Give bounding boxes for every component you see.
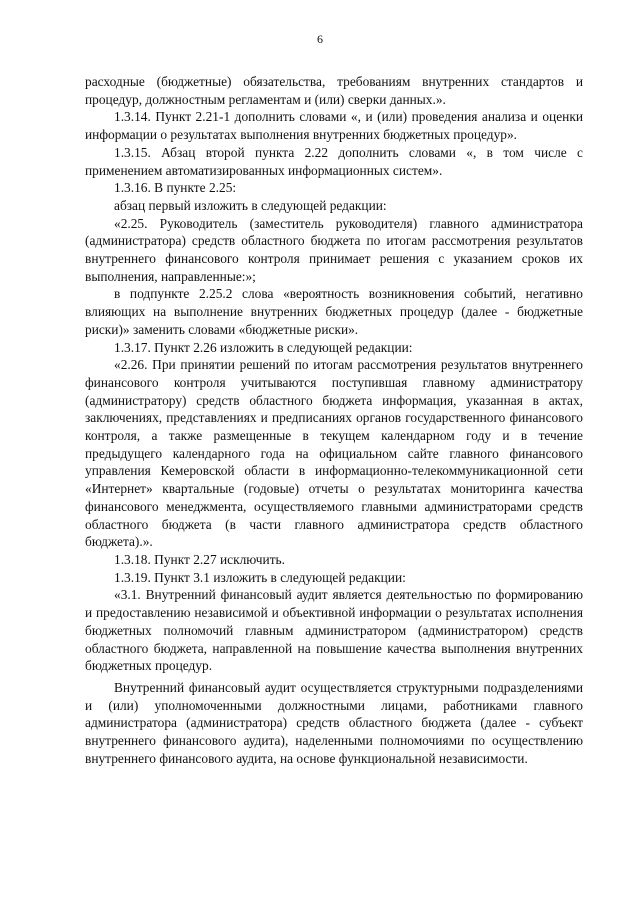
document-body <box>85 73 583 767</box>
paragraph-internal-audit: Внутренний финансовый аудит осуществляется структурными подразделениями и (или) уполномоченными должностными лицами, работниками главного администратора (администратора) средств областного бюджета (далее - субъект внутреннего финансового аудита), наделенными полномочиями по осуществлению внутреннего финансового аудита, на основе функциональной независимости. <box>85 679 583 766</box>
paragraph-3-1-text: «3.1. Внутренний финансовый аудит является деятельностью по формированию и предоставлению независимой и объективной информации о результатах исполнения бюджетных полномочий главным администратором (администратором) средств областного бюджета, направленной на повышение качества выполнения внутренних бюджетных процедур. <box>85 587 583 674</box>
paragraph-1-3-16: 1.3.16. В пункте 2.25: <box>114 180 237 196</box>
paragraph-2-26-text: «2.26. При принятии решений по итогам рассмотрения результатов внутреннего финансового контроля учитываются поступившая главному администратору (администратору) средств областного бюджета информация, указанная в актах, заключениях, представлениях и предписаниях органов государственного финансового контроля, а также размещенные в текущем календарном году и в течение предыдущего календарного года на официальном сайте главного финансового управления Кемеровской области в информационно-телекоммуникационной сети «Интернет» квартальные (годовые) отчеты о результатах мониторинга качества финансового менеджмента, осуществляемого главными администраторами средств областного бюджета (в части главного администратора средств областного бюджета).». <box>85 357 583 550</box>
paragraph-1-3-14: 1.3.14. Пункт 2.21-1 дополнить словами «, и (или) проведения анализа и оценки информации о результатах выполнения внутренних бюджетных процедур». <box>85 109 583 143</box>
paragraph-1-3-19: 1.3.19. Пункт 3.1 изложить в следующей редакции: <box>114 569 406 585</box>
paragraph-1-3-17: 1.3.17. Пункт 2.26 изложить в следующей редакции: <box>114 339 413 355</box>
paragraph-abzac-perviy: абзац первый изложить в следующей редакции: <box>114 197 387 213</box>
paragraph-2-25-2: в подпункте 2.25.2 слова «вероятность возникновения событий, негативно влияющих на выполнение внутренних бюджетных процедур (далее - бюджетные риски)» заменить словами «бюджетные риски». <box>85 286 583 337</box>
paragraph-1-3-18: 1.3.18. Пункт 2.27 исключить. <box>114 551 286 567</box>
paragraph-continuation: расходные (бюджетные) обязательства, требованиям внутренних стандартов и процедур, должностным регламентам и (или) сверки данных.». <box>85 74 583 107</box>
paragraph-1-3-15: 1.3.15. Абзац второй пункта 2.22 дополнить словами «, в том числе с применением автоматизированных информационных систем». <box>85 144 583 178</box>
page-number: 6 <box>317 32 323 46</box>
paragraph-2-25-text: «2.25. Руководитель (заместитель руководителя) главного администратора (администратора) средств областного бюджета по итогам рассмотрения результатов внутреннего финансового контроля принимает решения с указанием сроков их выполнения, направленные:»; <box>85 215 583 284</box>
